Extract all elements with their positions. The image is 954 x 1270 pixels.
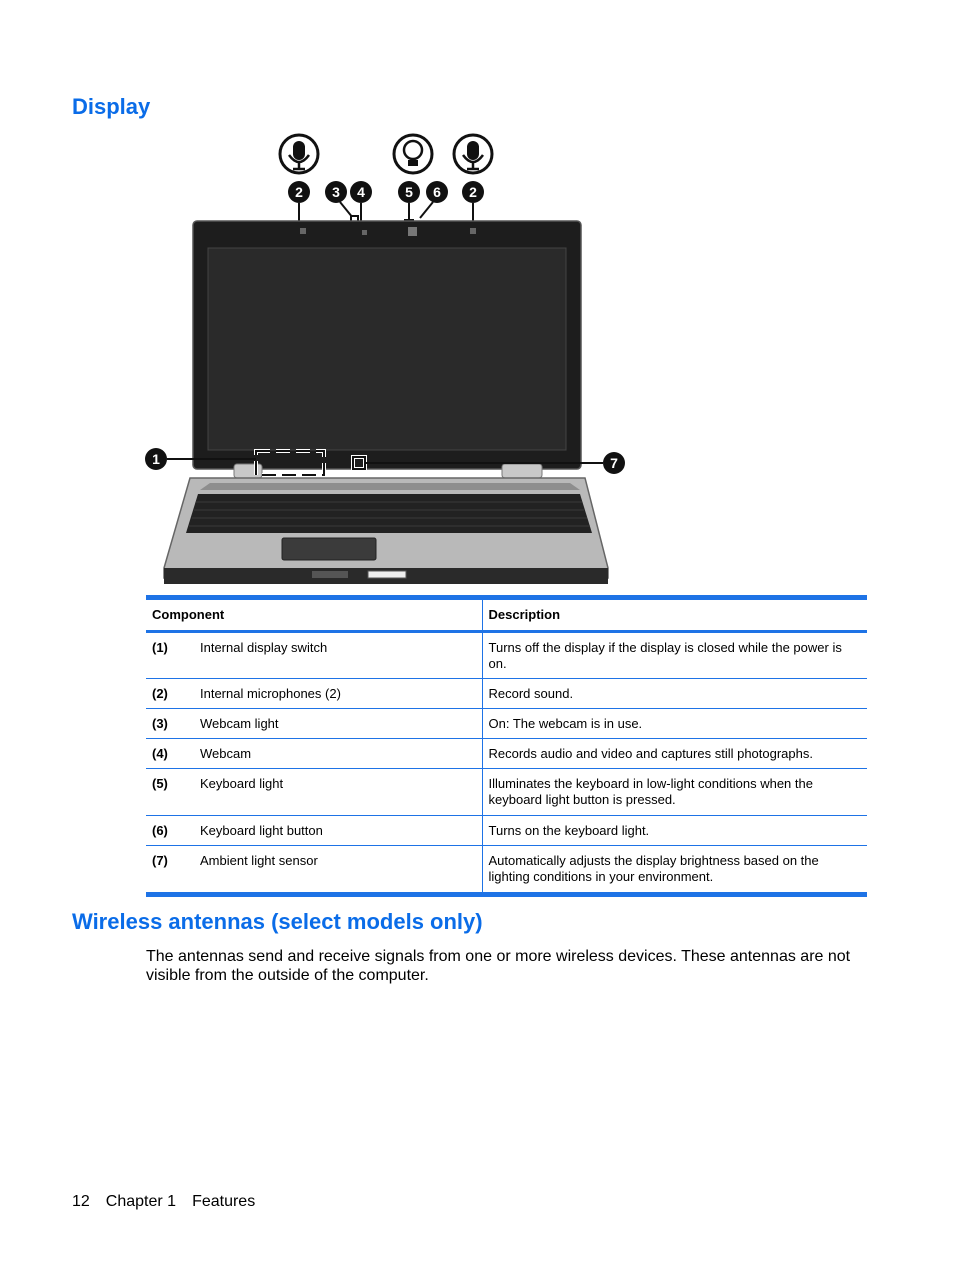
svg-text:5: 5 xyxy=(405,184,413,200)
table-row xyxy=(146,632,867,679)
keyboard xyxy=(186,494,592,533)
row-number: (7) xyxy=(152,853,168,868)
row-description: Automatically adjusts the display brightness based on the lighting conditions in your environment. xyxy=(488,853,819,884)
table-header-row xyxy=(146,598,867,632)
row-number: (3) xyxy=(152,716,168,731)
laptop-display-figure xyxy=(140,128,640,588)
table-row xyxy=(146,816,867,846)
table-row xyxy=(146,709,867,739)
row-component: Internal display switch xyxy=(194,632,482,679)
row-component: Webcam xyxy=(194,739,482,769)
section-label: Features xyxy=(192,1193,256,1210)
header-component: Component xyxy=(146,598,482,632)
row-number: (2) xyxy=(152,686,168,701)
svg-text:1: 1 xyxy=(152,451,160,467)
component-table xyxy=(146,595,867,897)
row-component: Keyboard light button xyxy=(194,816,482,846)
row-component: Webcam light xyxy=(194,709,482,739)
svg-text:4: 4 xyxy=(357,184,365,200)
page-footer xyxy=(72,1193,271,1211)
section-heading-wireless: Wireless antennas (select models only) xyxy=(72,909,483,934)
page-number: 12 xyxy=(72,1193,90,1210)
row-number: (5) xyxy=(152,776,168,791)
row-description: Records audio and video and captures still photographs. xyxy=(488,746,813,761)
chapter-label: Chapter 1 xyxy=(105,1193,177,1210)
row-number: (1) xyxy=(152,640,168,655)
component-table-wrapper xyxy=(146,595,867,897)
svg-text:2: 2 xyxy=(295,184,303,200)
microphone-icon xyxy=(454,135,492,173)
svg-text:3: 3 xyxy=(332,184,340,200)
row-component: Keyboard light xyxy=(194,769,482,816)
touchpad xyxy=(282,538,376,560)
row-number: (4) xyxy=(152,746,168,761)
wireless-paragraph: The antennas send and receive signals from one or more wireless devices. These antennas are not visible from the outside of the computer. xyxy=(146,948,851,984)
row-description: Turns on the keyboard light. xyxy=(488,823,650,838)
row-description: Turns off the display if the display is closed while the power is on. xyxy=(488,640,842,671)
light-bulb-icon xyxy=(394,135,432,173)
section-heading-display: Display xyxy=(72,94,151,119)
svg-text:2: 2 xyxy=(469,184,477,200)
row-description: Illuminates the keyboard in low-light conditions when the keyboard light button is pressed. xyxy=(488,776,813,807)
svg-text:7: 7 xyxy=(610,455,618,471)
table-row xyxy=(146,846,867,895)
table-row xyxy=(146,769,867,816)
row-description: Record sound. xyxy=(488,686,574,701)
display-screen xyxy=(208,248,566,450)
svg-text:6: 6 xyxy=(433,184,441,200)
callout-6 xyxy=(420,181,448,218)
microphone-icon xyxy=(280,135,318,173)
row-description: On: The webcam is in use. xyxy=(488,716,643,731)
table-row xyxy=(146,679,867,709)
row-component: Ambient light sensor xyxy=(194,846,482,895)
table-row xyxy=(146,739,867,769)
row-component: Internal microphones (2) xyxy=(194,679,482,709)
row-number: (6) xyxy=(152,823,168,838)
header-description: Description xyxy=(488,607,561,622)
